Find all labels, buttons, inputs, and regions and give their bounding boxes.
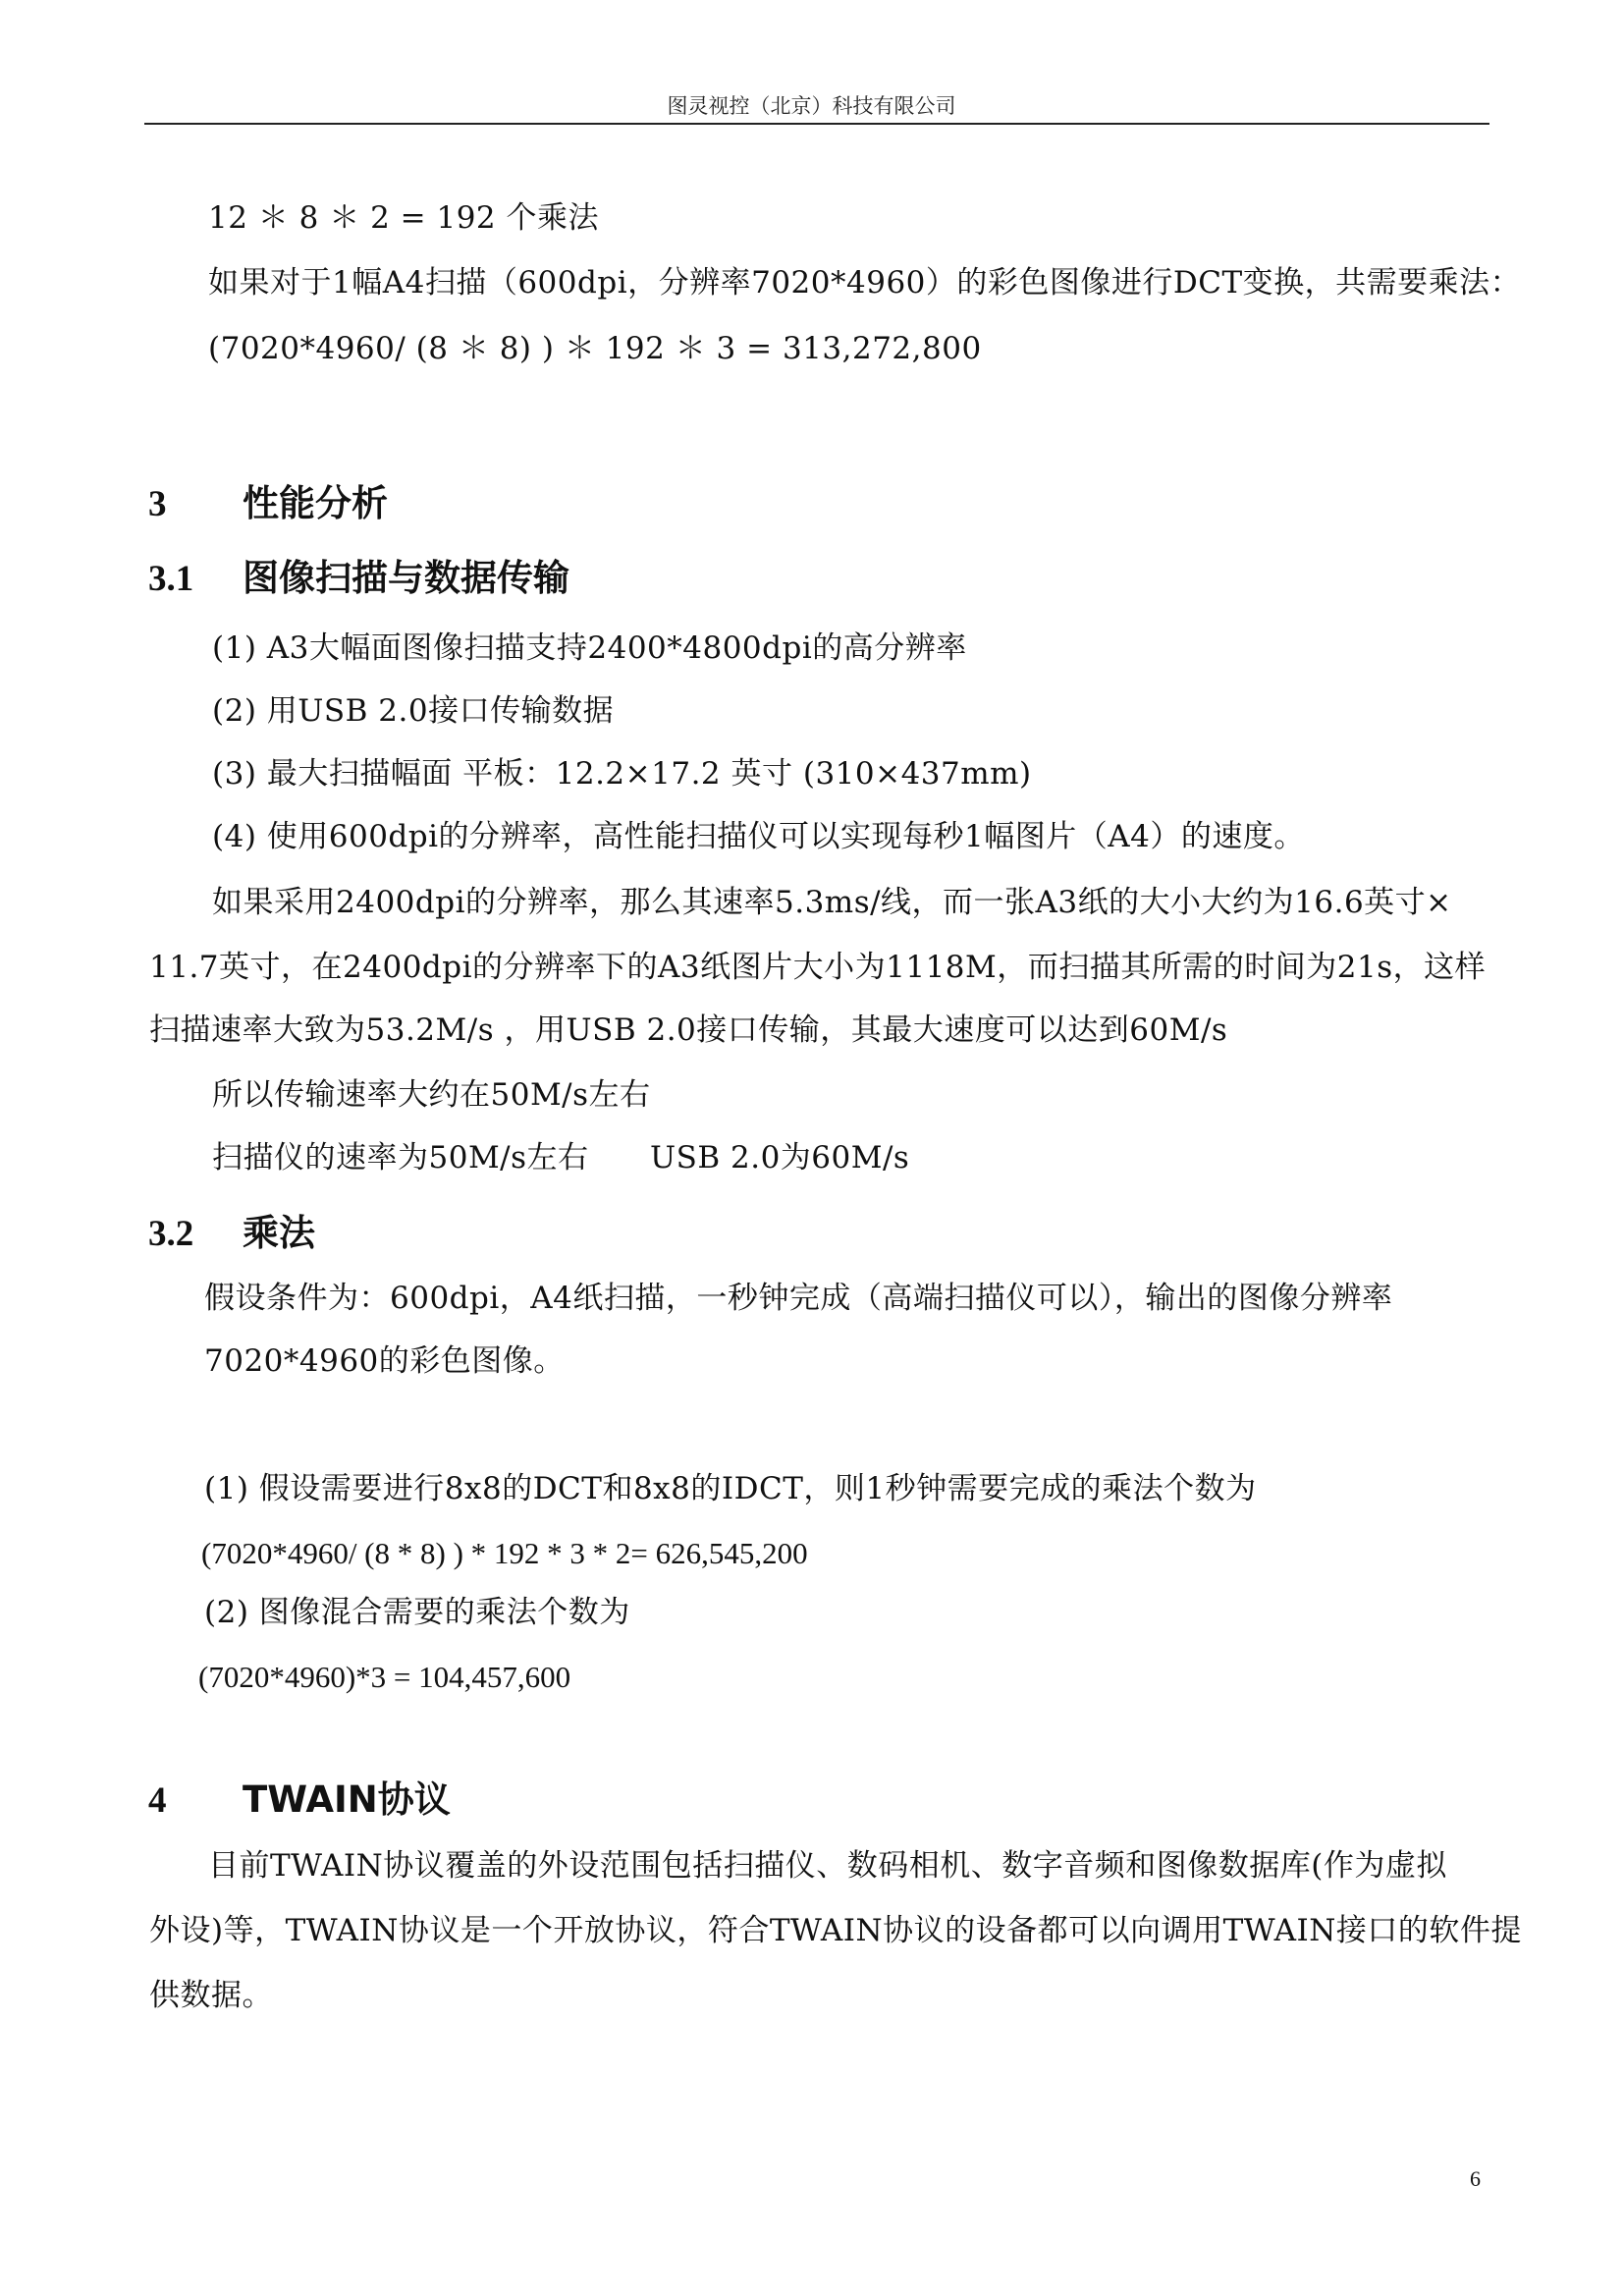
section-3-number: 3 [148, 484, 167, 524]
dct-idct-formula: (7020*4960/ (8 * 8) ) * 192 * 3 * 2= 626,545,200 [201, 1536, 808, 1570]
transfer-rate-conclusion: 所以传输速率大约在50M/s左右 [212, 1077, 651, 1113]
scan-rate-paragraph-line-2: 11.7英寸，在2400dpi的分辨率下的A3纸图片大小为1118M，而扫描其所需的时间为21s，这样 [149, 950, 1487, 985]
section-3-2-title: 乘法 [243, 1212, 315, 1254]
section-3-1-title: 图像扫描与数据传输 [243, 557, 569, 599]
multiplication-count-line: 12 ＊ 8 ＊ 2 = 192 个乘法 [208, 200, 600, 236]
header-divider [144, 123, 1489, 125]
section-4-title: TWAIN协议 [243, 1778, 451, 1821]
section-3-title: 性能分析 [243, 482, 388, 524]
twain-paragraph-line-2: 外设)等，TWAIN协议是一个开放协议，符合TWAIN协议的设备都可以向调用TWAIN接口的软件提 [149, 1913, 1522, 1948]
blend-formula: (7020*4960)*3 = 104,457,600 [198, 1660, 571, 1694]
section-3-2-heading [148, 1203, 315, 1256]
section-4-number: 4 [148, 1780, 167, 1821]
usb-rate-summary: USB 2.0为60M/s [650, 1140, 910, 1175]
header-company: 图灵视控（北京）科技有限公司 [667, 94, 956, 118]
scan-rate-paragraph-line-1: 如果采用2400dpi的分辨率，那么其速率5.3ms/线，而一张A3纸的大小大约为16.6英寸× [212, 885, 1452, 920]
spec-item-4: (4) 使用600dpi的分辨率，高性能扫描仪可以实现每秒1幅图片（A4）的速度。 [212, 819, 1305, 854]
section-3-1-number: 3.1 [148, 559, 194, 599]
dct-idct-item: (1) 假设需要进行8x8的DCT和8x8的IDCT，则1秒钟需要完成的乘法个数为 [204, 1471, 1257, 1506]
a4-dct-paragraph: 如果对于1幅A4扫描（600dpi，分辨率7020*4960）的彩色图像进行DCT变换，共需要乘法： [208, 265, 1522, 301]
scanner-rate-summary: 扫描仪的速率为50M/s左右 [212, 1140, 589, 1175]
assumption-line-1: 假设条件为：600dpi，A4纸扫描，一秒钟完成（高端扫描仪可以），输出的图像分辨率 [204, 1281, 1393, 1316]
assumption-line-2: 7020*4960的彩色图像。 [204, 1343, 565, 1379]
twain-paragraph-line-1: 目前TWAIN协议覆盖的外设范围包括扫描仪、数码相机、数字音频和图像数据库(作为虚拟 [208, 1848, 1447, 1884]
scan-rate-paragraph-line-3: 扫描速率大致为53.2M/s ，用USB 2.0接口传输，其最大速度可以达到60M/s [149, 1012, 1228, 1048]
section-4-heading [148, 1770, 451, 1823]
section-3-2-number: 3.2 [148, 1214, 194, 1254]
page-number: 6 [1470, 2166, 1481, 2191]
section-3-heading [148, 473, 388, 526]
a4-dct-formula: (7020*4960/ (8 ＊ 8) ) ＊ 192 ＊ 3 = 313,272,800 [208, 331, 982, 366]
spec-item-1: (1) A3大幅面图像扫描支持2400*4800dpi的高分辨率 [212, 630, 967, 666]
twain-paragraph-line-3: 供数据。 [149, 1978, 273, 2013]
blend-item: (2) 图像混合需要的乘法个数为 [204, 1595, 630, 1630]
spec-item-3: (3) 最大扫描幅面 平板：12.2×17.2 英寸 (310×437mm) [212, 756, 1032, 792]
section-3-1-heading [148, 548, 569, 601]
spec-item-2: (2) 用USB 2.0接口传输数据 [212, 693, 615, 729]
